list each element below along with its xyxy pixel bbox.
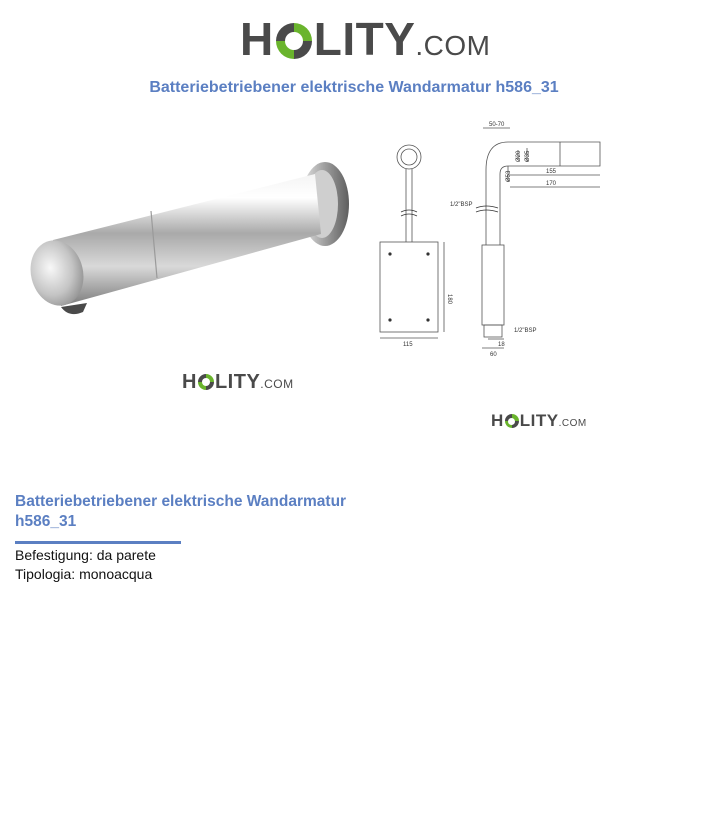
product-photo <box>25 160 360 320</box>
page-title: Batteriebetriebener elektrische Wandarmatur h586_31 <box>149 79 559 96</box>
attribute-label: Befestigung <box>15 547 89 563</box>
dim-170: 170 <box>546 181 557 187</box>
product-title: Batteriebetriebener elektrische Wandarmatur h586_31 <box>15 493 347 530</box>
logo-letters-lity: LITY <box>214 371 261 393</box>
dim-18: 18 <box>498 342 505 348</box>
logo-suffix: .COM <box>558 418 587 429</box>
logo-letters-lity: LITY <box>313 13 416 65</box>
logo-letter-h: H <box>491 411 504 430</box>
bsp-lower: 1/2"BSP <box>514 328 537 334</box>
dim-155: 155 <box>546 169 557 175</box>
attribute-label: Tipologia <box>15 566 72 582</box>
drawing-logo <box>491 411 587 431</box>
logo-ring-icon <box>198 374 214 390</box>
dim-115: 115 <box>403 342 413 348</box>
dim-d53: Ø53 <box>506 170 512 182</box>
photo-logo <box>182 371 294 394</box>
logo-letters-lity: LITY <box>519 411 559 430</box>
logo-letter-h: H <box>182 371 197 393</box>
brand-logo[interactable] <box>240 12 491 66</box>
logo-suffix: .COM <box>260 377 294 391</box>
attribute-mounting: Befestigung: da parete <box>15 547 156 563</box>
title-divider <box>15 541 181 544</box>
faucet-body <box>53 174 321 306</box>
dim-d35: Ø35 <box>525 150 531 162</box>
dim-50-70: 50-70 <box>489 122 505 128</box>
product-attributes <box>15 546 156 584</box>
logo-letter-h: H <box>240 13 274 65</box>
technical-drawing <box>370 120 615 365</box>
attribute-type: Tipologia: monoacqua <box>15 566 153 582</box>
attribute-value: da parete <box>96 547 156 563</box>
dim-180: 180 <box>446 294 452 305</box>
logo-suffix: .COM <box>415 30 491 61</box>
logo-ring-icon <box>505 414 519 428</box>
bsp-upper: 1/2"BSP <box>450 202 473 208</box>
dim-d20: Ø20 <box>516 150 522 162</box>
dim-60: 60 <box>490 352 497 358</box>
attribute-value: monoacqua <box>79 566 153 582</box>
logo-ring-icon <box>276 23 312 59</box>
